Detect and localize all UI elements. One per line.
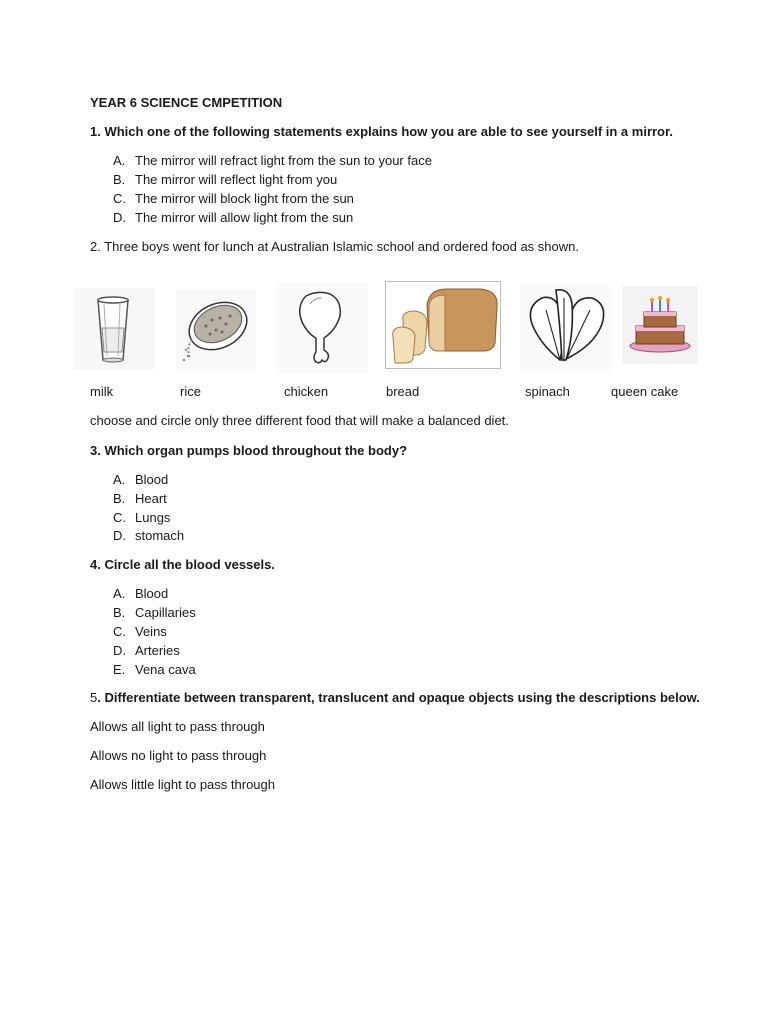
q2-instruction: choose and circle only three different food that will make a balanced diet.: [90, 413, 509, 428]
q3-option-b-text: Heart: [135, 491, 167, 506]
worksheet-title: YEAR 6 SCIENCE CMPETITION: [90, 95, 283, 110]
q3-option-d-text: stomach: [135, 528, 185, 543]
bread-loaf-icon: [385, 281, 501, 369]
question-5-text: . Differentiate between transparent, translucent and opaque objects using the descriptions below.: [97, 690, 700, 705]
q1-option-b-letter: B.: [113, 172, 126, 187]
cake-icon: [622, 286, 698, 364]
q4-option-a-letter: A.: [113, 586, 126, 601]
question-2: 2. Three boys went for lunch at Australian Islamic school and ordered food as shown.: [90, 239, 579, 254]
question-1: 1. Which one of the following statements explains how you are able to see yourself in a mirror.: [90, 124, 673, 139]
question-3: 3. Which organ pumps blood throughout the body?: [90, 443, 408, 458]
food-label-spinach: spinach: [525, 384, 570, 399]
q4-option-c-text: Veins: [135, 624, 167, 639]
q4-option-d-text: Arteries: [135, 643, 180, 658]
q1-option-c-text: The mirror will block light from the sun: [135, 191, 354, 206]
q4-option-a-text: Blood: [135, 586, 169, 601]
q4-option-e-text: Vena cava: [135, 662, 196, 677]
question-5-number: 5: [90, 690, 98, 705]
question-4: 4. Circle all the blood vessels.: [90, 557, 275, 572]
q1-option-a-text: The mirror will refract light from the sun to your face: [135, 153, 432, 168]
q5-description-2: Allows no light to pass through: [90, 748, 267, 763]
milk-glass-icon: [73, 288, 155, 370]
q1-option-b-text: The mirror will reflect light from you: [135, 172, 338, 187]
q5-description-3: Allows little light to pass through: [90, 777, 275, 792]
food-label-chicken: chicken: [284, 384, 329, 399]
q3-option-c-letter: C.: [113, 510, 126, 525]
food-label-bread: bread: [386, 384, 420, 399]
q3-option-a-text: Blood: [135, 472, 169, 487]
q3-option-d-letter: D.: [113, 528, 126, 543]
rice-bowl-icon: [176, 290, 256, 370]
q3-option-a-letter: A.: [113, 472, 126, 487]
chicken-leg-icon: [276, 282, 368, 374]
q4-option-d-letter: D.: [113, 643, 126, 658]
food-label-milk: milk: [90, 384, 114, 399]
q4-option-b-text: Capillaries: [135, 605, 196, 620]
question-5: [90, 690, 700, 705]
q3-option-c-text: Lungs: [135, 510, 171, 525]
q5-description-1: Allows all light to pass through: [90, 719, 265, 734]
q4-option-e-letter: E.: [113, 662, 126, 677]
q4-option-c-letter: C.: [113, 624, 126, 639]
q1-option-d-letter: D.: [113, 210, 126, 225]
food-label-rice: rice: [180, 384, 201, 399]
q3-option-b-letter: B.: [113, 491, 126, 506]
food-label-queen-cake: queen cake: [611, 384, 679, 399]
q1-option-d-text: The mirror will allow light from the sun: [135, 210, 354, 225]
spinach-icon: [520, 284, 612, 370]
q1-option-c-letter: C.: [113, 191, 126, 206]
q1-option-a-letter: A.: [113, 153, 126, 168]
q4-option-b-letter: B.: [113, 605, 126, 620]
